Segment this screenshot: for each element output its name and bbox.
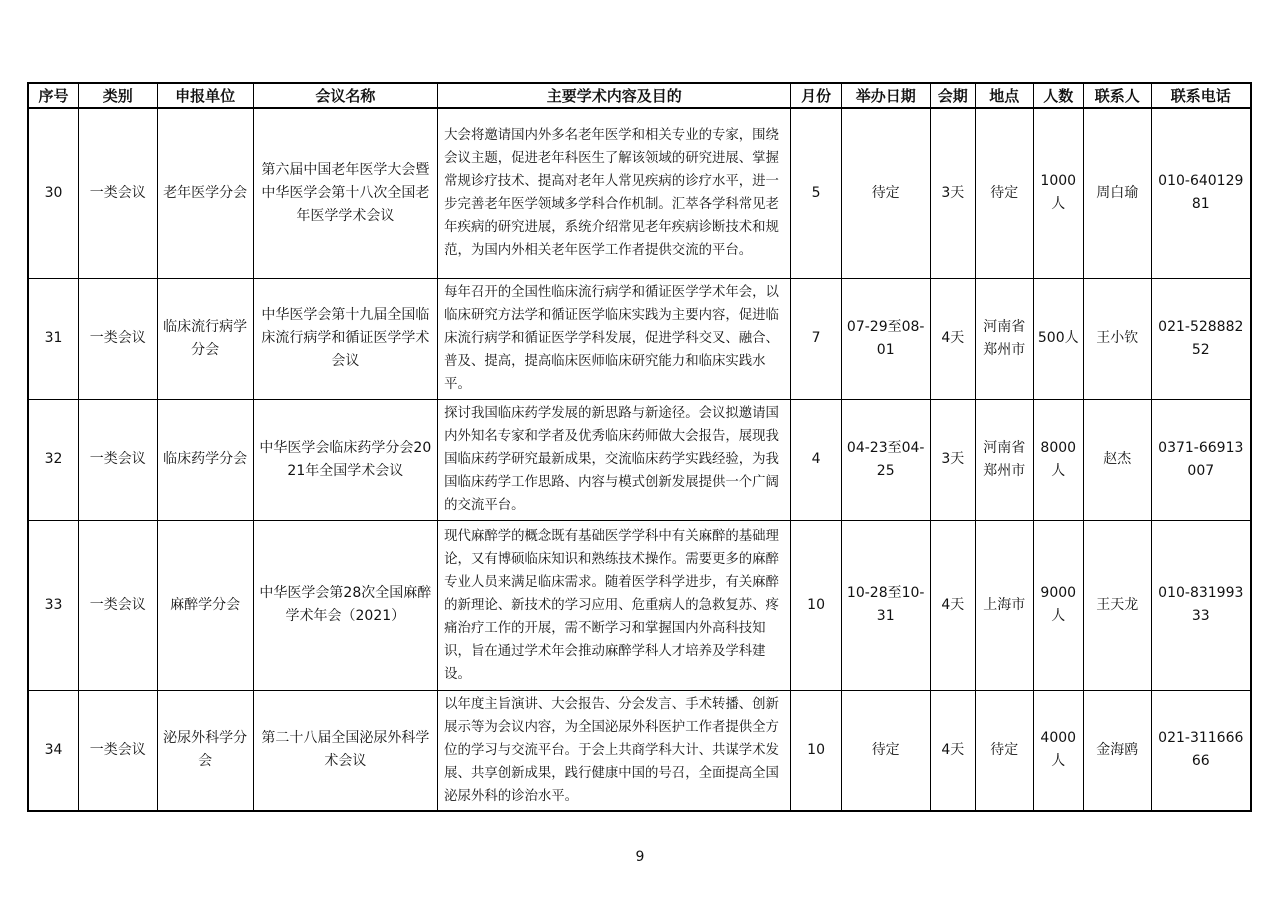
cell-category: 一类会议: [78, 108, 157, 278]
cell-no: 31: [28, 278, 78, 399]
header-no: 序号: [28, 83, 78, 108]
cell-no: 33: [28, 520, 78, 690]
header-category: 类别: [78, 83, 157, 108]
cell-month: 4: [791, 399, 841, 520]
cell-unit: 临床流行病学分会: [157, 278, 253, 399]
header-content: 主要学术内容及目的: [438, 83, 791, 108]
table-row: [28, 399, 1251, 520]
cell-month: 10: [791, 520, 841, 690]
header-contact: 联系人: [1083, 83, 1151, 108]
cell-contact: 赵杰: [1083, 399, 1151, 520]
cell-duration: 4天: [930, 520, 975, 690]
cell-location: 河南省郑州市: [976, 278, 1034, 399]
cell-contact: 金海鸥: [1083, 690, 1151, 811]
cell-month: 7: [791, 278, 841, 399]
cell-phone: 0371-66913007: [1151, 399, 1251, 520]
cell-category: 一类会议: [78, 520, 157, 690]
cell-duration: 4天: [930, 278, 975, 399]
header-phone: 联系电话: [1151, 83, 1251, 108]
cell-attendees: 4000人: [1033, 690, 1083, 811]
cell-phone: 021-31166666: [1151, 690, 1251, 811]
cell-content: 探讨我国临床药学发展的新思路与新途径。会议拟邀请国内外知名专家和学者及优秀临床药师做大会报告，展现我国临床药学研究最新成果，交流临床药学实践经验，为我国临床药学工作思路、内容与模式创新发展提供一个广阔的交流平台。: [438, 399, 791, 520]
cell-name: 第二十八届全国泌尿外科学术会议: [253, 690, 438, 811]
cell-content: 以年度主旨演讲、大会报告、分会发言、手术转播、创新展示等为会议内容，为全国泌尿外科医护工作者提供全方位的学习与交流平台。于会上共商学科大计、共谋学术发展、共享创新成果，践行健康中国的号召，全面提高全国泌尿外科的诊治水平。: [438, 690, 791, 811]
cell-unit: 老年医学分会: [157, 108, 253, 278]
cell-name: 中华医学会第28次全国麻醉学术年会（2021）: [253, 520, 438, 690]
cell-attendees: 8000人: [1033, 399, 1083, 520]
cell-location: 待定: [976, 690, 1034, 811]
cell-content: 大会将邀请国内外多名老年医学和相关专业的专家，围绕会议主题，促进老年科医生了解该领域的研究进展、掌握常规诊疗技术、提高对老年人常见疾病的诊疗水平，进一步完善老年医学领域多学科合作机制。汇萃各学科常见老年疾病的研究进展，系统介绍常见老年疾病诊断技术和规范，为国内外相关老年医学工作者提供交流的平台。: [438, 108, 791, 278]
cell-category: 一类会议: [78, 278, 157, 399]
cell-date: 07-29至08-01: [841, 278, 930, 399]
cell-contact: 周白瑜: [1083, 108, 1151, 278]
cell-name: 中华医学会第十九届全国临床流行病学和循证医学学术会议: [253, 278, 438, 399]
cell-contact: 王小钦: [1083, 278, 1151, 399]
cell-category: 一类会议: [78, 690, 157, 811]
cell-unit: 临床药学分会: [157, 399, 253, 520]
cell-phone: 010-64012981: [1151, 108, 1251, 278]
cell-date: 10-28至10-31: [841, 520, 930, 690]
table-row: [28, 278, 1251, 399]
cell-unit: 泌尿外科学分会: [157, 690, 253, 811]
cell-date: 待定: [841, 690, 930, 811]
cell-no: 32: [28, 399, 78, 520]
cell-attendees: 500人: [1033, 278, 1083, 399]
cell-content: 每年召开的全国性临床流行病学和循证医学学术年会，以临床研究方法学和循证医学临床实践为主要内容，促进临床流行病学和循证医学学科发展，促进学科交叉、融合、普及、提高，提高临床医师临床研究能力和临床实践水平。: [438, 278, 791, 399]
table-header-row: [28, 83, 1251, 108]
header-name: 会议名称: [253, 83, 438, 108]
header-date: 举办日期: [841, 83, 930, 108]
meeting-table: [27, 82, 1252, 812]
header-unit: 申报单位: [157, 83, 253, 108]
cell-attendees: 1000人: [1033, 108, 1083, 278]
cell-no: 30: [28, 108, 78, 278]
header-duration: 会期: [930, 83, 975, 108]
table-row: [28, 690, 1251, 811]
cell-duration: 4天: [930, 690, 975, 811]
header-attendees: 人数: [1033, 83, 1083, 108]
cell-attendees: 9000人: [1033, 520, 1083, 690]
table-row: [28, 108, 1251, 278]
cell-name: 第六届中国老年医学大会暨中华医学会第十八次全国老年医学学术会议: [253, 108, 438, 278]
cell-content: 现代麻醉学的概念既有基础医学学科中有关麻醉的基础理论，又有博硕临床知识和熟练技术操作。需要更多的麻醉专业人员来满足临床需求。随着医学科学进步，有关麻醉的新理论、新技术的学习应用、危重病人的急救复苏、疼痛治疗工作的开展，需不断学习和掌握国内外高科技知识，旨在通过学术年会推动麻醉学科人才培养及学科建设。: [438, 520, 791, 690]
cell-name: 中华医学会临床药学分会2021年全国学术会议: [253, 399, 438, 520]
cell-phone: 021-52888252: [1151, 278, 1251, 399]
page-number: 9: [635, 849, 645, 865]
cell-unit: 麻醉学分会: [157, 520, 253, 690]
cell-category: 一类会议: [78, 399, 157, 520]
cell-location: 待定: [976, 108, 1034, 278]
cell-phone: 010-83199333: [1151, 520, 1251, 690]
cell-no: 34: [28, 690, 78, 811]
header-month: 月份: [791, 83, 841, 108]
cell-location: 河南省郑州市: [976, 399, 1034, 520]
cell-date: 待定: [841, 108, 930, 278]
cell-contact: 王天龙: [1083, 520, 1151, 690]
cell-location: 上海市: [976, 520, 1034, 690]
cell-month: 5: [791, 108, 841, 278]
cell-duration: 3天: [930, 108, 975, 278]
cell-month: 10: [791, 690, 841, 811]
cell-date: 04-23至04-25: [841, 399, 930, 520]
cell-duration: 3天: [930, 399, 975, 520]
table-row: [28, 520, 1251, 690]
header-location: 地点: [976, 83, 1034, 108]
